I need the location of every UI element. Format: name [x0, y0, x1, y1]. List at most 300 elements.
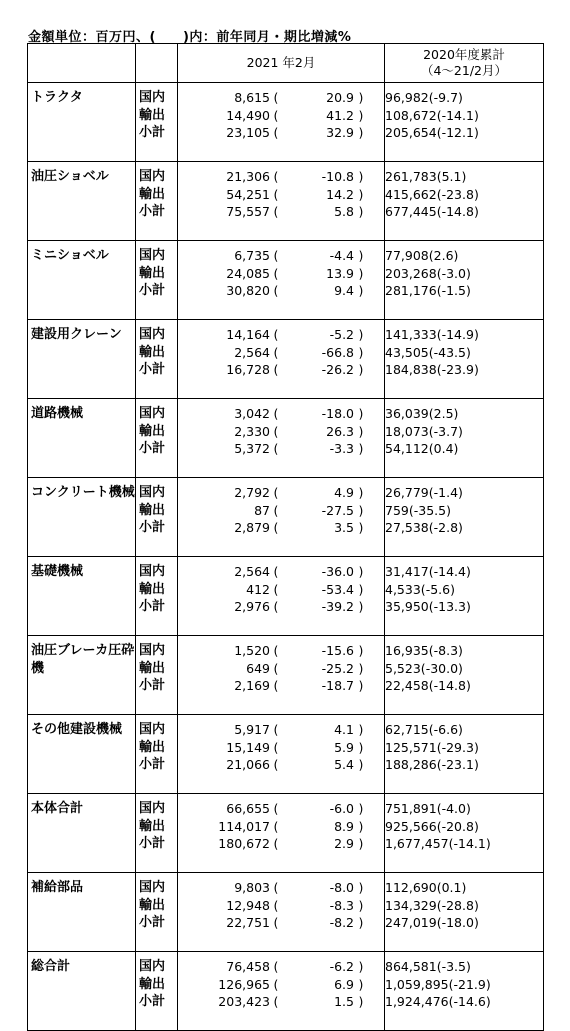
cumulative-value: 1,924,476: [385, 994, 449, 1009]
monthly-value: 22,751: [226, 915, 270, 930]
cumulative-change: -14.9: [441, 327, 474, 342]
paren-open: (: [436, 739, 442, 755]
cumulative-value: 677,445: [385, 204, 437, 219]
paren-open: (: [273, 502, 279, 518]
cumulative-change: -29.3: [441, 739, 474, 755]
monthly-change: -36.0: [321, 564, 354, 579]
header-month: 2021 年2月: [178, 44, 385, 83]
cumulative-value-cell: [385, 636, 544, 715]
monthly-value: 2,330: [234, 423, 270, 439]
paren-open: (: [428, 520, 434, 535]
kind-label: 輸出: [139, 897, 166, 913]
paren-close: ): [450, 581, 455, 597]
paren-open: (: [273, 327, 279, 342]
kind-label: 国内: [139, 801, 166, 816]
paren-open: (: [436, 107, 442, 123]
monthly-value: 2,564: [234, 344, 270, 360]
kind-label: 輸出: [139, 423, 166, 439]
cumulative-value: 415,662: [385, 186, 437, 202]
paren-close: ): [358, 994, 364, 1009]
kind-label: 輸出: [139, 976, 166, 992]
paren-close: ): [358, 344, 364, 360]
kind-label: 輸出: [139, 107, 166, 123]
paren-close: ): [485, 836, 491, 851]
cumulative-change: 0.1: [441, 880, 462, 895]
kind-label: 国内: [139, 722, 166, 737]
paren-close: ): [473, 186, 479, 202]
cumulative-value-cell: [385, 794, 544, 873]
cumulative-change: -9.7: [433, 90, 459, 105]
kind-label: 輸出: [139, 581, 166, 597]
kind-label: 輸出: [139, 660, 166, 676]
paren-close: ): [473, 362, 479, 377]
paren-open: (: [436, 897, 442, 913]
paren-open: (: [273, 722, 279, 737]
monthly-value: 87: [254, 502, 270, 518]
monthly-value: 114,017: [218, 818, 270, 834]
paren-close: ): [358, 204, 364, 219]
paren-close: ): [473, 204, 479, 219]
monthly-value: 126,965: [218, 976, 270, 992]
kind-cell: [136, 794, 178, 873]
monthly-value: 2,879: [234, 520, 270, 535]
paren-close: ): [358, 125, 364, 140]
paren-close: ): [358, 90, 364, 105]
kind-label: 国内: [139, 485, 166, 500]
cumulative-change: -3.0: [441, 265, 466, 281]
paren-open: (: [273, 90, 279, 105]
paren-open: (: [436, 283, 442, 298]
monthly-change: -53.4: [321, 581, 354, 597]
monthly-value: 24,085: [226, 265, 270, 281]
paren-open: (: [428, 564, 434, 579]
paren-open: (: [428, 722, 434, 737]
paren-close: ): [358, 186, 364, 202]
paren-open: (: [273, 564, 279, 579]
paren-open: (: [273, 362, 279, 377]
kind-cell: [136, 241, 178, 320]
paren-close: ): [358, 169, 364, 184]
table-row: [28, 952, 544, 1031]
kind-label: 小計: [139, 520, 166, 535]
cumulative-value: 4,533: [385, 581, 421, 597]
paren-open: (: [436, 327, 442, 342]
kind-label: 小計: [139, 362, 166, 377]
monthly-value-cell: [178, 478, 385, 557]
category-cell: コンクリート機械: [28, 478, 136, 557]
monthly-value-cell: [178, 873, 385, 952]
paren-close: ): [473, 327, 479, 342]
monthly-change: -18.7: [321, 678, 354, 693]
paren-open: (: [273, 678, 279, 693]
paren-open: (: [273, 976, 279, 992]
paren-open: (: [273, 959, 279, 974]
kind-label: 輸出: [139, 186, 166, 202]
paren-close: ): [358, 836, 364, 851]
paren-close: ): [358, 362, 364, 377]
paren-open: (: [448, 836, 454, 851]
monthly-change: -8.2: [329, 915, 354, 930]
monthly-value: 5,372: [234, 441, 270, 456]
monthly-change: -8.3: [329, 897, 354, 913]
cumulative-value: 112,690: [385, 880, 437, 895]
kind-label: 国内: [139, 327, 166, 342]
paren-open: (: [428, 423, 434, 439]
unit-caption: 金額単位：百万円、( )内：前年同月・期比増減%: [28, 30, 352, 45]
paren-close: ): [473, 818, 479, 834]
cumulative-value-cell: [385, 320, 544, 399]
table-row: [28, 478, 544, 557]
paren-open: (: [273, 836, 279, 851]
cumulative-value: 1,677,457: [385, 836, 449, 851]
kind-cell: [136, 952, 178, 1031]
cumulative-value: 16,935: [385, 643, 429, 658]
cumulative-change: -3.7: [433, 423, 459, 439]
cumulative-value-cell: [385, 557, 544, 636]
cumulative-value: 77,908: [385, 248, 429, 263]
cumulative-value: 751,891: [385, 801, 437, 816]
monthly-value: 15,149: [226, 739, 270, 755]
paren-open: (: [436, 959, 442, 974]
monthly-value-cell: [178, 320, 385, 399]
paren-close: ): [358, 265, 364, 281]
paren-open: (: [420, 660, 426, 676]
monthly-value: 21,306: [226, 169, 270, 184]
monthly-change: -18.0: [321, 406, 354, 421]
kind-cell: [136, 399, 178, 478]
kind-label: 輸出: [139, 344, 166, 360]
paren-close: ): [358, 678, 364, 693]
paren-open: (: [273, 757, 279, 772]
paren-open: (: [436, 915, 442, 930]
category-cell: 油圧ショベル: [28, 162, 136, 241]
cumulative-change: 2.6: [433, 248, 454, 263]
kind-label: 小計: [139, 836, 166, 851]
header-fiscal-year: [385, 44, 544, 83]
monthly-change: -15.6: [321, 643, 354, 658]
monthly-change: -4.4: [329, 248, 354, 263]
monthly-change: -26.2: [321, 362, 354, 377]
monthly-change: 20.9: [326, 90, 354, 105]
cumulative-change: -28.8: [441, 897, 474, 913]
monthly-value: 23,105: [226, 125, 270, 140]
cumulative-change: -2.8: [433, 520, 459, 535]
paren-open: (: [273, 581, 279, 597]
paren-open: (: [273, 125, 279, 140]
paren-close: ): [461, 169, 467, 184]
monthly-value-cell: [178, 794, 385, 873]
kind-label: 国内: [139, 959, 166, 974]
cumulative-value: 18,073: [385, 423, 429, 439]
cumulative-change: -14.8: [433, 678, 466, 693]
monthly-value: 21,066: [226, 757, 270, 772]
monthly-change: 4.1: [334, 722, 354, 737]
monthly-value: 5,917: [234, 722, 270, 737]
cumulative-value: 35,950: [385, 599, 429, 614]
monthly-value: 412: [246, 581, 270, 597]
kind-label: 小計: [139, 283, 166, 298]
paren-open: (: [273, 204, 279, 219]
paren-close: ): [358, 643, 364, 658]
cumulative-change: -14.6: [453, 994, 486, 1009]
monthly-change: 5.9: [334, 739, 354, 755]
category-cell: 道路機械: [28, 399, 136, 478]
cumulative-change: -5.6: [425, 581, 451, 597]
kind-label: 輸出: [139, 739, 166, 755]
paren-open: (: [436, 186, 442, 202]
table-row: [28, 241, 544, 320]
table-row: [28, 794, 544, 873]
cumulative-value-cell: [385, 399, 544, 478]
monthly-change: -8.0: [329, 880, 354, 895]
paren-close: ): [358, 959, 364, 974]
header-fiscal-year-title: 2020年度累計: [423, 47, 505, 62]
paren-close: ): [358, 976, 364, 992]
cumulative-value: 203,268: [385, 265, 437, 281]
cumulative-value: 125,571: [385, 739, 437, 755]
kind-label: 輸出: [139, 818, 166, 834]
category-cell: その他建設機械: [28, 715, 136, 794]
paren-close: ): [485, 976, 491, 992]
monthly-value: 54,251: [226, 186, 270, 202]
paren-open: (: [436, 204, 442, 219]
category-cell: ミニショベル: [28, 241, 136, 320]
monthly-value: 9,803: [234, 880, 270, 895]
paren-close: ): [458, 643, 463, 658]
monthly-change: 3.5: [334, 520, 354, 535]
category-cell: 補給部品: [28, 873, 136, 952]
kind-cell: [136, 557, 178, 636]
monthly-value: 8,615: [234, 90, 270, 105]
cumulative-change: -23.1: [441, 757, 474, 772]
kind-label: 国内: [139, 643, 166, 658]
paren-open: (: [273, 406, 279, 421]
paren-open: (: [273, 423, 279, 439]
category-cell: 総合計: [28, 952, 136, 1031]
cumulative-value: 22,458: [385, 678, 429, 693]
monthly-value: 1,520: [234, 643, 270, 658]
cumulative-change: -1.4: [433, 485, 459, 500]
paren-close: ): [465, 678, 471, 693]
cumulative-change: -12.1: [441, 125, 474, 140]
monthly-value: 14,490: [226, 107, 270, 123]
paren-close: ): [358, 327, 364, 342]
monthly-value: 76,458: [226, 959, 270, 974]
category-cell: 本体合計: [28, 794, 136, 873]
cumulative-change: 5.1: [441, 169, 462, 184]
paren-open: (: [273, 441, 279, 456]
category-cell: トラクタ: [28, 83, 136, 162]
monthly-value: 180,672: [218, 836, 270, 851]
paren-open: (: [273, 915, 279, 930]
cumulative-value: 261,783: [385, 169, 437, 184]
kind-label: 小計: [139, 599, 166, 614]
kind-cell: [136, 320, 178, 399]
monthly-value: 203,423: [218, 994, 270, 1009]
paren-close: ): [358, 423, 364, 439]
monthly-change: -10.8: [321, 169, 354, 184]
cumulative-value-cell: [385, 873, 544, 952]
cumulative-change: -6.6: [433, 722, 459, 737]
monthly-value: 2,976: [234, 599, 270, 614]
kind-label: 小計: [139, 915, 166, 930]
monthly-change: 8.9: [334, 818, 354, 834]
kind-label: 輸出: [139, 502, 166, 518]
cumulative-change: -30.0: [425, 660, 459, 676]
kind-label: 小計: [139, 994, 166, 1009]
paren-open: (: [273, 660, 279, 676]
table-row: [28, 557, 544, 636]
cumulative-value: 43,505: [385, 344, 429, 360]
paren-open: (: [273, 897, 279, 913]
paren-close: ): [473, 897, 479, 913]
paren-close: ): [358, 406, 364, 421]
monthly-change: 14.2: [326, 186, 354, 202]
monthly-value-cell: [178, 557, 385, 636]
kind-label: 小計: [139, 204, 166, 219]
kind-cell: [136, 873, 178, 952]
monthly-value-cell: [178, 399, 385, 478]
paren-open: (: [273, 643, 279, 658]
paren-close: ): [446, 502, 451, 518]
monthly-value: 12,948: [226, 897, 270, 913]
paren-close: ): [473, 739, 479, 755]
monthly-change: 9.4: [334, 283, 354, 298]
paren-open: (: [428, 344, 434, 360]
paren-close: ): [465, 599, 471, 614]
monthly-value-cell: [178, 636, 385, 715]
paren-open: (: [428, 406, 434, 421]
monthly-change: 1.5: [334, 994, 354, 1009]
monthly-value: 66,655: [226, 801, 270, 816]
monthly-value-cell: [178, 715, 385, 794]
cumulative-change: -20.8: [441, 818, 474, 834]
cumulative-value: 281,176: [385, 283, 437, 298]
kind-cell: [136, 162, 178, 241]
paren-close: ): [458, 660, 463, 676]
cumulative-change: -14.1: [453, 836, 486, 851]
paren-close: ): [358, 757, 364, 772]
paren-close: ): [465, 283, 471, 298]
paren-close: ): [358, 897, 364, 913]
cumulative-change: -8.3: [433, 643, 459, 658]
paren-open: (: [273, 994, 279, 1009]
cumulative-value: 108,672: [385, 107, 437, 123]
cumulative-value: 247,019: [385, 915, 437, 930]
paren-open: (: [436, 169, 442, 184]
paren-close: ): [473, 107, 479, 123]
cumulative-value: 864,581: [385, 959, 437, 974]
monthly-change: -3.3: [329, 441, 354, 456]
paren-open: (: [448, 976, 454, 992]
cumulative-value-cell: [385, 241, 544, 320]
monthly-value: 2,792: [234, 485, 270, 500]
cumulative-value: 36,039: [385, 406, 429, 421]
paren-open: (: [428, 643, 434, 658]
paren-open: (: [420, 581, 426, 597]
category-cell: 基礎機械: [28, 557, 136, 636]
header-category-cell: [28, 44, 136, 83]
cumulative-value: 141,333: [385, 327, 437, 342]
cumulative-change: -43.5: [433, 344, 466, 360]
paren-close: ): [473, 915, 479, 930]
monthly-value: 30,820: [226, 283, 270, 298]
monthly-change: -5.2: [329, 327, 354, 342]
paren-close: ): [461, 880, 467, 895]
paren-open: (: [273, 248, 279, 263]
statistics-table: [27, 43, 544, 1031]
table-row: [28, 399, 544, 478]
monthly-value: 75,557: [226, 204, 270, 219]
paren-open: (: [436, 265, 442, 281]
monthly-value: 6,735: [234, 248, 270, 263]
cumulative-value: 205,654: [385, 125, 437, 140]
cumulative-value-cell: [385, 952, 544, 1031]
cumulative-value: 925,566: [385, 818, 437, 834]
paren-open: (: [273, 599, 279, 614]
monthly-value-cell: [178, 241, 385, 320]
paren-open: (: [273, 520, 279, 535]
paren-open: (: [273, 344, 279, 360]
paren-close: ): [358, 660, 364, 676]
paren-open: (: [273, 880, 279, 895]
paren-open: (: [428, 678, 434, 693]
monthly-change: 4.9: [334, 485, 354, 500]
paren-close: ): [473, 757, 479, 772]
cumulative-value-cell: [385, 162, 544, 241]
monthly-change: -6.2: [329, 959, 354, 974]
paren-open: (: [273, 186, 279, 202]
paren-open: (: [428, 90, 434, 105]
monthly-change: -66.8: [321, 344, 354, 360]
paren-close: ): [458, 722, 463, 737]
cumulative-value: 184,838: [385, 362, 437, 377]
monthly-change: -39.2: [321, 599, 354, 614]
paren-close: ): [458, 90, 463, 105]
cumulative-change: -14.8: [441, 204, 474, 219]
monthly-change: 13.9: [326, 265, 354, 281]
kind-label: 国内: [139, 880, 166, 895]
paren-open: (: [436, 818, 442, 834]
paren-open: (: [428, 248, 434, 263]
paren-close: ): [458, 485, 463, 500]
cumulative-value-cell: [385, 478, 544, 557]
header-fiscal-year-range: （4～21/2月）: [420, 63, 508, 78]
monthly-change: 5.4: [334, 757, 354, 772]
cumulative-value: 96,982: [385, 90, 429, 105]
paren-open: (: [273, 283, 279, 298]
paren-close: ): [358, 248, 364, 263]
kind-cell: [136, 83, 178, 162]
cumulative-value: 62,715: [385, 722, 429, 737]
paren-close: ): [358, 818, 364, 834]
paren-close: ): [358, 915, 364, 930]
kind-label: 国内: [139, 564, 166, 579]
cumulative-value: 134,329: [385, 897, 437, 913]
cumulative-change: -1.5: [441, 283, 466, 298]
kind-label: 小計: [139, 757, 166, 772]
paren-close: ): [358, 581, 364, 597]
kind-label: 国内: [139, 406, 166, 421]
paren-close: ): [453, 406, 459, 421]
paren-close: ): [358, 441, 364, 456]
paren-open: (: [428, 599, 434, 614]
paren-open: (: [273, 818, 279, 834]
monthly-value: 2,564: [234, 564, 270, 579]
kind-cell: [136, 478, 178, 557]
category-cell: 建設用クレーン: [28, 320, 136, 399]
monthly-value-cell: [178, 83, 385, 162]
